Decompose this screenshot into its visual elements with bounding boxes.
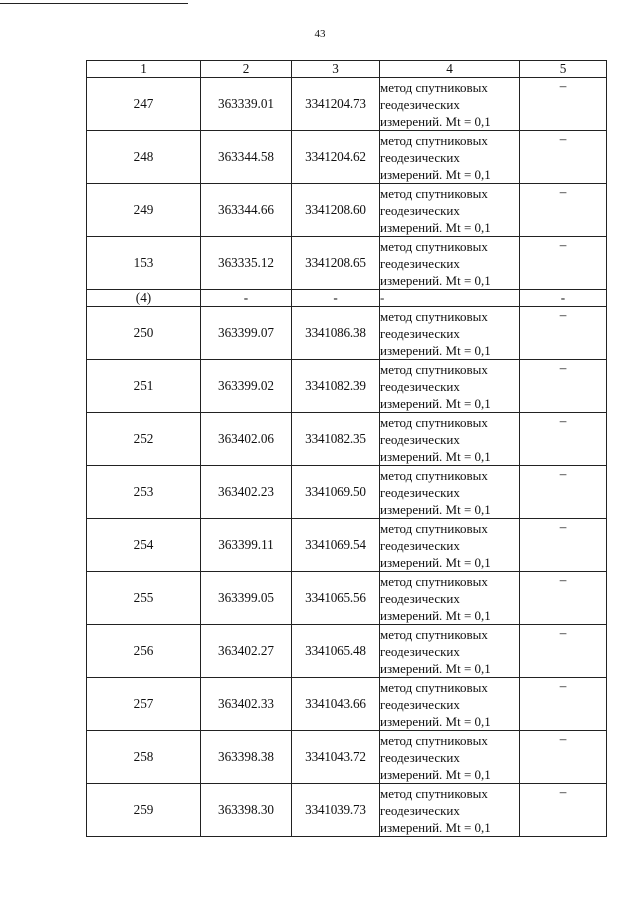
table-row — [87, 678, 607, 731]
x-coordinate-cell: 363399.02 — [201, 360, 292, 413]
note-cell: – — [520, 784, 607, 837]
x-coordinate-cell: 363399.11 — [201, 519, 292, 572]
method-line: метод спутниковых — [380, 732, 488, 748]
note-cell: – — [520, 731, 607, 784]
method-cell — [380, 413, 520, 466]
note-cell: – — [520, 78, 607, 131]
note-cell: – — [520, 184, 607, 237]
method-line: метод спутниковых — [380, 414, 488, 430]
method-line: метод спутниковых — [380, 520, 488, 536]
note-cell: – — [520, 572, 607, 625]
method-line: - — [380, 290, 385, 305]
y-coordinate-cell: 3341043.66 — [292, 678, 380, 731]
x-coordinate-cell: 363344.66 — [201, 184, 292, 237]
coordinates-table — [86, 60, 607, 837]
method-cell — [380, 360, 520, 413]
header-col-5: 5 — [520, 61, 607, 78]
point-number-cell: 247 — [87, 78, 201, 131]
method-cell — [380, 131, 520, 184]
note-cell: – — [520, 625, 607, 678]
y-coordinate-cell: 3341039.73 — [292, 784, 380, 837]
method-line: измерений. Mt = 0,1 — [380, 113, 491, 129]
y-coordinate-cell: 3341086.38 — [292, 307, 380, 360]
note-cell: – — [520, 360, 607, 413]
y-coordinate-cell: - — [292, 290, 380, 307]
x-coordinate-cell: 363398.38 — [201, 731, 292, 784]
table-row — [87, 78, 607, 131]
x-coordinate-cell: 363399.05 — [201, 572, 292, 625]
method-line: измерений. Mt = 0,1 — [380, 166, 491, 182]
page-number: 43 — [314, 28, 326, 40]
method-cell — [380, 307, 520, 360]
table-row — [87, 360, 607, 413]
y-coordinate-cell: 3341065.48 — [292, 625, 380, 678]
separator-row — [87, 290, 607, 307]
point-number-cell: 253 — [87, 466, 201, 519]
method-line: метод спутниковых — [380, 132, 488, 148]
method-cell — [380, 731, 520, 784]
y-coordinate-cell: 3341208.60 — [292, 184, 380, 237]
method-line: геодезических — [380, 431, 460, 447]
method-cell — [380, 678, 520, 731]
x-coordinate-cell: 363402.27 — [201, 625, 292, 678]
y-coordinate-cell: 3341065.56 — [292, 572, 380, 625]
x-coordinate-cell: 363402.06 — [201, 413, 292, 466]
header-row — [87, 61, 607, 78]
method-line: измерений. Mt = 0,1 — [380, 554, 491, 570]
note-cell: – — [520, 307, 607, 360]
method-line: геодезических — [380, 255, 460, 271]
header-col-1: 1 — [87, 61, 201, 78]
point-number-cell: 258 — [87, 731, 201, 784]
point-number-cell: 259 — [87, 784, 201, 837]
y-coordinate-cell: 3341204.62 — [292, 131, 380, 184]
note-cell: - — [520, 290, 607, 307]
method-line: геодезических — [380, 149, 460, 165]
method-line: геодезических — [380, 749, 460, 765]
x-coordinate-cell: 363402.23 — [201, 466, 292, 519]
method-line: геодезических — [380, 96, 460, 112]
y-coordinate-cell: 3341082.35 — [292, 413, 380, 466]
method-line: геодезических — [380, 325, 460, 341]
method-line: метод спутниковых — [380, 785, 488, 801]
method-line: измерений. Mt = 0,1 — [380, 395, 491, 411]
top-rule — [0, 3, 188, 4]
header-col-3: 3 — [292, 61, 380, 78]
x-coordinate-cell: 363344.58 — [201, 131, 292, 184]
method-line: геодезических — [380, 696, 460, 712]
note-cell: – — [520, 413, 607, 466]
method-cell — [380, 466, 520, 519]
table-row — [87, 572, 607, 625]
x-coordinate-cell: 363339.01 — [201, 78, 292, 131]
method-line: метод спутниковых — [380, 185, 488, 201]
y-coordinate-cell: 3341208.65 — [292, 237, 380, 290]
method-line: геодезических — [380, 590, 460, 606]
point-number-cell: 153 — [87, 237, 201, 290]
method-line: метод спутниковых — [380, 679, 488, 695]
note-cell: – — [520, 519, 607, 572]
method-cell — [380, 519, 520, 572]
method-cell — [380, 78, 520, 131]
point-number-cell: 255 — [87, 572, 201, 625]
table-row — [87, 731, 607, 784]
point-number-cell: 257 — [87, 678, 201, 731]
table-row — [87, 413, 607, 466]
point-number-cell: 250 — [87, 307, 201, 360]
y-coordinate-cell: 3341043.72 — [292, 731, 380, 784]
x-coordinate-cell: 363399.07 — [201, 307, 292, 360]
method-cell — [380, 237, 520, 290]
table-row — [87, 784, 607, 837]
method-cell — [380, 184, 520, 237]
method-line: измерений. Mt = 0,1 — [380, 501, 491, 517]
method-line: метод спутниковых — [380, 79, 488, 95]
method-line: метод спутниковых — [380, 626, 488, 642]
method-line: метод спутниковых — [380, 238, 488, 254]
method-line: геодезических — [380, 484, 460, 500]
table-row — [87, 237, 607, 290]
note-cell: – — [520, 466, 607, 519]
y-coordinate-cell: 3341069.54 — [292, 519, 380, 572]
header-col-2: 2 — [201, 61, 292, 78]
method-line: измерений. Mt = 0,1 — [380, 448, 491, 464]
header-col-4: 4 — [380, 61, 520, 78]
point-number-cell: (4) — [87, 290, 201, 307]
method-line: измерений. Mt = 0,1 — [380, 219, 491, 235]
y-coordinate-cell: 3341069.50 — [292, 466, 380, 519]
table-row — [87, 466, 607, 519]
method-line: метод спутниковых — [380, 361, 488, 377]
note-cell: – — [520, 131, 607, 184]
method-cell — [380, 784, 520, 837]
point-number-cell: 256 — [87, 625, 201, 678]
method-line: измерений. Mt = 0,1 — [380, 342, 491, 358]
method-line: метод спутниковых — [380, 467, 488, 483]
x-coordinate-cell: 363402.33 — [201, 678, 292, 731]
point-number-cell: 248 — [87, 131, 201, 184]
method-line: измерений. Mt = 0,1 — [380, 607, 491, 623]
method-line: измерений. Mt = 0,1 — [380, 660, 491, 676]
method-cell — [380, 290, 520, 307]
table-row — [87, 184, 607, 237]
table-body — [87, 78, 607, 837]
x-coordinate-cell: - — [201, 290, 292, 307]
point-number-cell: 252 — [87, 413, 201, 466]
table-row — [87, 131, 607, 184]
point-number-cell: 249 — [87, 184, 201, 237]
y-coordinate-cell: 3341204.73 — [292, 78, 380, 131]
method-line: измерений. Mt = 0,1 — [380, 713, 491, 729]
method-line: геодезических — [380, 537, 460, 553]
method-line: метод спутниковых — [380, 573, 488, 589]
note-cell: – — [520, 678, 607, 731]
table-row — [87, 519, 607, 572]
method-line: геодезических — [380, 202, 460, 218]
method-line: измерений. Mt = 0,1 — [380, 272, 491, 288]
point-number-cell: 254 — [87, 519, 201, 572]
table-row — [87, 625, 607, 678]
method-cell — [380, 625, 520, 678]
y-coordinate-cell: 3341082.39 — [292, 360, 380, 413]
method-line: геодезических — [380, 378, 460, 394]
point-number-cell: 251 — [87, 360, 201, 413]
method-line: геодезических — [380, 643, 460, 659]
table-row — [87, 307, 607, 360]
note-cell: – — [520, 237, 607, 290]
method-cell — [380, 572, 520, 625]
x-coordinate-cell: 363335.12 — [201, 237, 292, 290]
method-line: измерений. Mt = 0,1 — [380, 819, 491, 835]
method-line: метод спутниковых — [380, 308, 488, 324]
x-coordinate-cell: 363398.30 — [201, 784, 292, 837]
method-line: геодезических — [380, 802, 460, 818]
method-line: измерений. Mt = 0,1 — [380, 766, 491, 782]
